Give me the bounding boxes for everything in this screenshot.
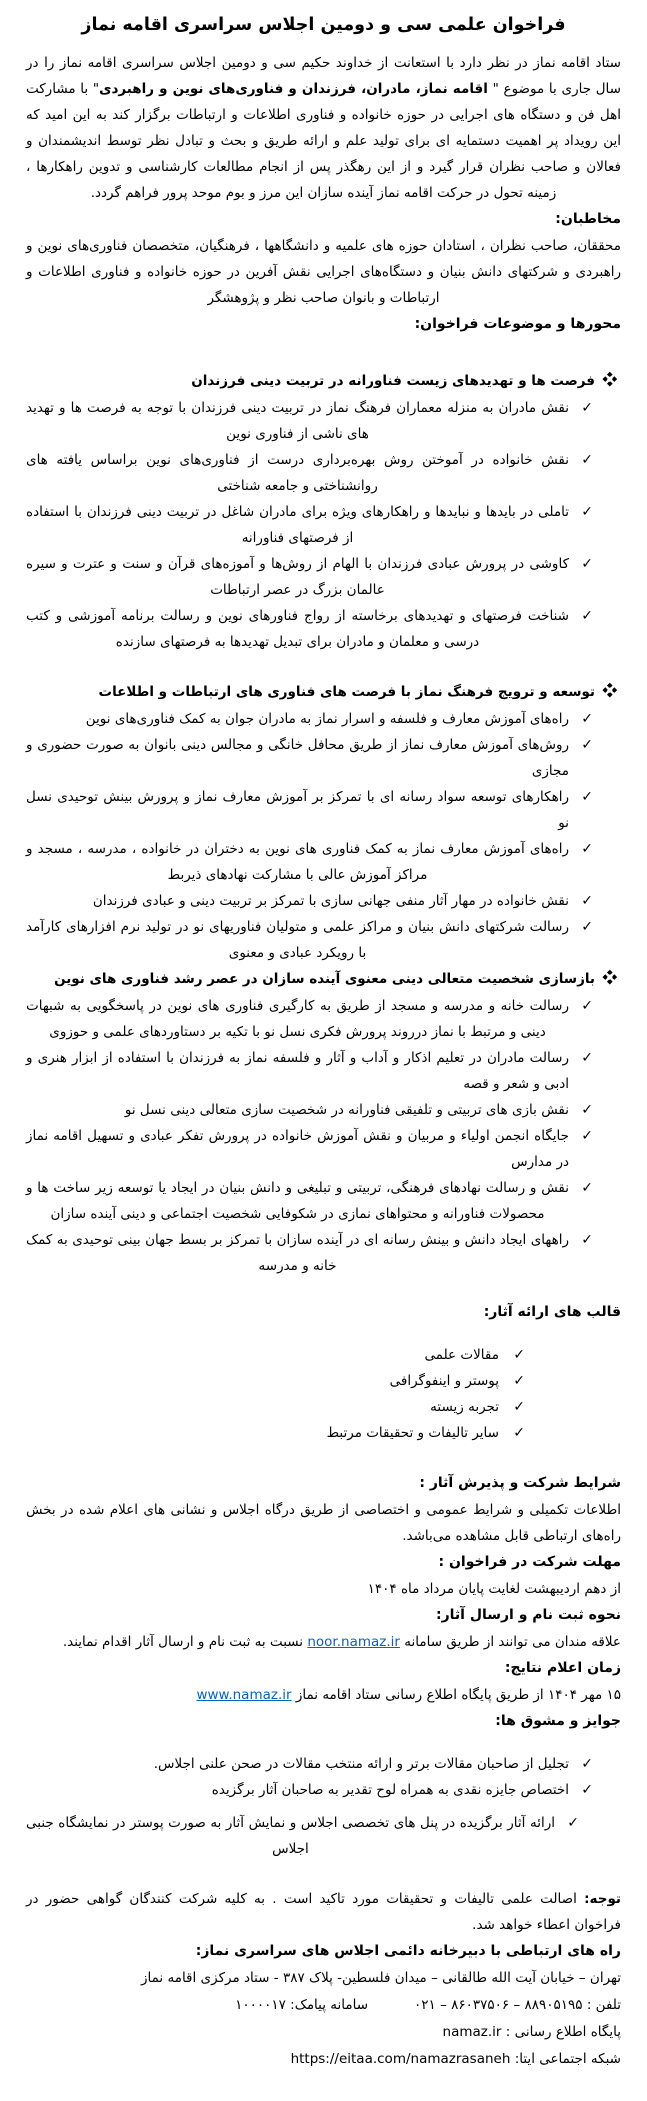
topic-item-text: رسالت مادران در تعلیم اذکار و آداب و آثار و فلسفه نماز به فرزندان با استفاده از ابزار هنری و ادبی و شعر و قصه xyxy=(26,1050,569,1092)
topic-item-text: راه‌های آموزش معارف و فلسفه و اسرار نماز به مادران جوان به کمک فناوری‌های نوین xyxy=(85,711,569,727)
results-website-link[interactable]: www.namaz.ir xyxy=(196,1687,292,1703)
award-item-text: ارائه آثار برگزیده در پنل های تخصصی اجلاس و نمایش آثار به صورت پوستر در نمایشگاه جنبی اجلاس xyxy=(26,1815,555,1857)
check-icon: ✓ xyxy=(581,556,593,572)
check-icon: ✓ xyxy=(581,789,593,805)
topic-group-title xyxy=(26,679,621,706)
conditions-heading: شرایط شرکت و پذیرش آثار : xyxy=(419,1475,621,1491)
topic-item-text: تاملی در بایدها و نبایدها و راهکارهای ویژه برای مادران شاغل در تربیت دینی فرزندان با استفاده از فرصتهای فناورانه xyxy=(26,504,569,546)
format-item xyxy=(26,1368,525,1394)
registration-heading: نحوه ثبت نام و ارسال آثار: xyxy=(435,1607,621,1623)
format-item xyxy=(26,1342,525,1368)
topic-item-text: راهکارهای توسعه سواد رسانه ای با تمرکز بر آموزش معارف نماز و پرورش بینش توحیدی نسل نو xyxy=(26,789,569,831)
format-item-text: سایر تالیفات و تحقیقات مرتبط xyxy=(326,1425,499,1441)
results-heading: زمان اعلام نتایج: xyxy=(504,1660,621,1676)
check-icon: ✓ xyxy=(581,841,593,857)
topic-item xyxy=(26,784,593,836)
contact-heading: راه های ارتباطی با دبیرخانه دائمی اجلاس های سراسری نماز: xyxy=(195,1943,621,1959)
formats-heading: قالب های ارائه آثار: xyxy=(483,1304,621,1320)
check-icon: ✓ xyxy=(581,998,593,1014)
registration-portal-link[interactable]: noor.namaz.ir xyxy=(307,1634,400,1650)
format-item-text: مقالات علمی xyxy=(424,1347,499,1363)
results-text-before: ۱۵ مهر ۱۴۰۴ از طریق پایگاه اطلاع رسانی ستاد اقامه نماز xyxy=(291,1687,621,1703)
topic-item xyxy=(26,1123,593,1175)
check-icon: ✓ xyxy=(513,1347,525,1363)
topic-item xyxy=(26,888,593,914)
website-url[interactable]: namaz.ir xyxy=(442,2024,502,2040)
topic-item-text: رسالت شرکتهای دانش بنیان و مراکز علمی و متولیان فناوریهای نو در تولید نرم افزارهای کارآمد با رویکرد عبادی و معنوی xyxy=(26,919,569,961)
diamond-bullet-icon xyxy=(602,971,617,985)
topic-group-title-text: بازسازی شخصیت متعالی دینی معنوی آینده سازان در عصر رشد فناوری های نوین xyxy=(54,971,595,987)
check-icon: ✓ xyxy=(567,1815,579,1831)
check-icon: ✓ xyxy=(581,452,593,468)
topic-group-title xyxy=(26,368,621,395)
check-icon: ✓ xyxy=(513,1425,525,1441)
check-icon: ✓ xyxy=(581,1756,593,1772)
award-item-list xyxy=(26,1751,621,1862)
topic-group-title-text: توسعه و ترویج فرهنگ نماز با فرصت های فناوری های ارتباطات و اطلاعات xyxy=(98,684,595,700)
topic-item-text: کاوشی در پرورش عبادی فرزندان با الهام از روش‌ها و آموزه‌های قرآن و سنت و عترت و سیره عالمان بزرگ در عصر ارتباطات xyxy=(26,556,569,598)
topic-item-text: جایگاه انجمن اولیاء و مربیان و نقش آموزش خانواده در پرورش تفکر عبادی و تسهیل اقامه نماز در مدارس xyxy=(26,1128,569,1170)
topic-group-title xyxy=(26,966,621,993)
diamond-bullet-icon xyxy=(602,684,617,698)
intro-text-post: " با مشارکت اهل فن و دستگاه های اجرایی در حوزه خانواده و فناوری اطلاعات و ارتباطات برگزار کند به این امید که این رویداد پر اهمیت دستمایه ای برای تولید علم و ارائه طریق و بحث و تبادل نظر توسط اندیشمندان و فعالان و صاحب نظران قرار گیرد و از این رهگذر پس از انجام مطالعات کارشناسی و تدوین راهکارها ، زمینه تحول در حرکت اقامه نماز آینده سازان این مرز و بوم موحد پرور فراهم گردد. xyxy=(26,81,621,201)
contact-website-line xyxy=(26,2019,621,2046)
sms-number: سامانه پیامک: ۱۰۰۰۰۱۷ xyxy=(235,1997,369,2013)
check-icon: ✓ xyxy=(581,737,593,753)
topic-item xyxy=(26,1175,593,1227)
social-label: شبکه اجتماعی ایتا: xyxy=(510,2051,621,2067)
audiences-text: محققان، صاحب نظران ، استادان حوزه های علمیه و دانشگاهها ، فرهنگیان، متخصصان فناوری‌های نوین و راهبردی و شرکتهای دانش بنیان و دستگاه‌های اجرایی نقش آفرین در حوزه خانواده و فناوری اطلاعات و ارتباطات و بانوان صاحب نظر و پژوهشگر xyxy=(26,238,621,306)
award-item xyxy=(26,1810,579,1862)
social-url[interactable]: https://eitaa.com/namazrasaneh xyxy=(290,2051,511,2067)
check-icon: ✓ xyxy=(513,1373,525,1389)
spacer xyxy=(26,1279,621,1299)
topic-item-text: راههای ایجاد دانش و بینش رسانه ای در آینده سازان با تمرکز بر بسط جهان بینی توحیدی به کمک خانه و مدرسه xyxy=(26,1232,569,1274)
note-label: توجه: xyxy=(584,1891,621,1907)
registration-text-before: علاقه مندان می توانند از طریق سامانه xyxy=(399,1634,621,1650)
format-item xyxy=(26,1394,525,1420)
topics-heading: محورها و موضوعات فراخوان: xyxy=(414,316,621,332)
awards-heading: جوایز و مشوق ها: xyxy=(495,1713,621,1729)
award-item-text: اختصاص جایزه نقدی به همراه لوح تقدیر به صاحبان آثار برگزیده xyxy=(211,1782,569,1798)
topic-item-list xyxy=(26,706,621,966)
topic-item xyxy=(26,1227,593,1279)
topic-item-list xyxy=(26,395,621,655)
topic-item xyxy=(26,551,593,603)
format-item-list xyxy=(26,1342,621,1446)
topic-group-personality xyxy=(26,966,621,1279)
topic-item-list xyxy=(26,993,621,1279)
check-icon: ✓ xyxy=(581,504,593,520)
topic-group-title-text: فرصت ها و تهدیدهای زیست فناورانه در تربیت دینی فرزندان xyxy=(191,373,595,389)
intro-topic-bold: اقامه نماز، مادران، فرزندان و فناوری‌های نوین و راهبردی xyxy=(99,81,488,97)
topic-item xyxy=(26,447,593,499)
award-item xyxy=(26,1751,593,1777)
contact-phone-line xyxy=(26,1992,621,2019)
spacer xyxy=(26,1326,621,1342)
check-icon: ✓ xyxy=(581,919,593,935)
topic-item xyxy=(26,499,593,551)
check-icon: ✓ xyxy=(513,1399,525,1415)
audiences-heading: مخاطبان: xyxy=(555,211,621,227)
topic-item xyxy=(26,914,593,966)
topic-item-text: نقش و رسالت نهادهای فرهنگی، تربیتی و تبلیغی و دانش بنیان در ایجاد یا توسعه زیر ساخت ها و محصولات فناورانه و محتواهای نمازی در شکوفایی شخصیت اجتماعی و دینی آینده سازان xyxy=(26,1180,569,1222)
check-icon: ✓ xyxy=(581,1782,593,1798)
spacer xyxy=(26,1446,621,1470)
topic-item-text: نقش مادران به منزله معماران فرهنگ نماز در تربیت دینی فرزندان با توجه به فرصت ها و تهدید های ناشی از فناوری نوین xyxy=(26,400,569,442)
contact-social-line xyxy=(26,2046,621,2073)
spacer xyxy=(26,338,621,368)
note-text: اصالت علمی تالیفات و تحقیقات مورد تاکید است . به کلیه شرکت کنندگان گواهی حضور در فراخوان اعطاء خواهد شد. xyxy=(26,1891,621,1933)
topic-item xyxy=(26,706,593,732)
check-icon: ✓ xyxy=(581,1180,593,1196)
topic-item xyxy=(26,395,593,447)
deadline-heading: مهلت شرکت در فراخوان : xyxy=(438,1554,621,1570)
format-item-text: تجربه زیسته xyxy=(430,1399,499,1415)
spacer xyxy=(26,1735,621,1751)
website-label: پایگاه اطلاع رسانی : xyxy=(501,2024,621,2040)
intro-paragraph xyxy=(26,50,621,206)
topic-item-text: شناخت فرصتهای و تهدیدهای برخاسته از رواج فناورهای نوین و رسالت برنامه آموزشی و کتب درسی و معلمان و مادران برای تبدیل تهدیدها به فرصتهای سازنده xyxy=(26,608,569,650)
topic-item-text: نقش بازی های تربیتی و تلفیقی فناورانه در شخصیت سازی متعالی دینی نسل نو xyxy=(124,1102,569,1118)
check-icon: ✓ xyxy=(581,1232,593,1248)
registration-text xyxy=(26,1629,621,1655)
topic-item xyxy=(26,603,593,655)
contact-address: تهران – خیابان آیت الله طالقانی – میدان فلسطین- پلاک ۳۸۷ - ستاد مرکزی اقامه نماز xyxy=(140,1970,621,1986)
topic-item xyxy=(26,993,593,1045)
registration-text-after: نسبت به ثبت نام و ارسال آثار اقدام نمایند. xyxy=(62,1634,308,1650)
topic-item xyxy=(26,732,593,784)
format-item xyxy=(26,1420,525,1446)
check-icon: ✓ xyxy=(581,1128,593,1144)
conditions-text: اطلاعات تکمیلی و شرایط عمومی و اختصاصی از طریق درگاه اجلاس و نشانی های اعلام شده در بخش راه‌های ارتباطی قابل مشاهده می‌باشد. xyxy=(26,1502,621,1544)
award-item xyxy=(26,1777,593,1803)
topic-item xyxy=(26,1097,593,1123)
award-item-text: تجلیل از صاحبان مقالات برتر و ارائه منتخب مقالات در صحن علنی اجلاس. xyxy=(153,1756,569,1772)
topic-item-text: نقش خانواده در آموختن روش بهره‌برداری درست از فناوری‌های نوین براساس یافته های روانشناختی و جامعه شناختی xyxy=(26,452,569,494)
check-icon: ✓ xyxy=(581,608,593,624)
diamond-bullet-icon xyxy=(602,373,617,387)
results-text xyxy=(26,1682,621,1708)
check-icon: ✓ xyxy=(581,1050,593,1066)
topic-item-text: نقش خانواده در مهار آثار منفی جهانی سازی با تمرکز بر تربیت دینی و عبادی فرزندان xyxy=(92,893,569,909)
topic-group-promotion xyxy=(26,679,621,966)
phone-numbers: تلفن : ۸۸۹۰۵۱۹۵ – ۸۶۰۳۷۵۰۶ – ۰۲۱ xyxy=(414,1997,621,2013)
check-icon: ✓ xyxy=(581,711,593,727)
spacer xyxy=(26,1862,621,1886)
topic-item-text: رسالت خانه و مدرسه و مسجد از طریق به کارگیری فناوری های نوین در پاسخگویی به شبهات دینی و مرتبط با نماز درروند پرورش فکری نسل نو با تکیه بر دستاوردهای علمی و حوزوی xyxy=(26,998,569,1040)
format-item-text: پوستر و اینفوگرافی xyxy=(389,1373,499,1389)
spacer xyxy=(26,655,621,679)
check-icon: ✓ xyxy=(581,893,593,909)
check-icon: ✓ xyxy=(581,400,593,416)
topic-item xyxy=(26,836,593,888)
topic-item xyxy=(26,1045,593,1097)
topic-group-opportunities xyxy=(26,368,621,655)
note-paragraph xyxy=(26,1886,621,1938)
deadline-text: از دهم اردیبهشت لغایت پایان مرداد ماه ۱۴۰۴ xyxy=(367,1581,621,1597)
page-title: فراخوان علمی سی و دومین اجلاس سراسری اقامه نماز xyxy=(81,15,566,35)
check-icon: ✓ xyxy=(581,1102,593,1118)
intro-text-pre: ستاد اقامه نماز در نظر دارد با استعانت از خداوند حکیم سی و دومین اجلاس سراسری اقامه نماز را در سال جاری با موضوع " xyxy=(26,55,621,97)
topic-item-text: راه‌های آموزش معارف نماز به کمک فناوری های نوین به دختران در خانواده ، مدرسه ، مسجد و مراکز آموزش عالی با مشارکت نهادهای ذیربط xyxy=(26,841,569,883)
topic-item-text: روش‌های آموزش معارف نماز از طریق محافل خانگی و مجالس دینی بانوان به صورت حضوری و مجازی xyxy=(26,737,569,779)
